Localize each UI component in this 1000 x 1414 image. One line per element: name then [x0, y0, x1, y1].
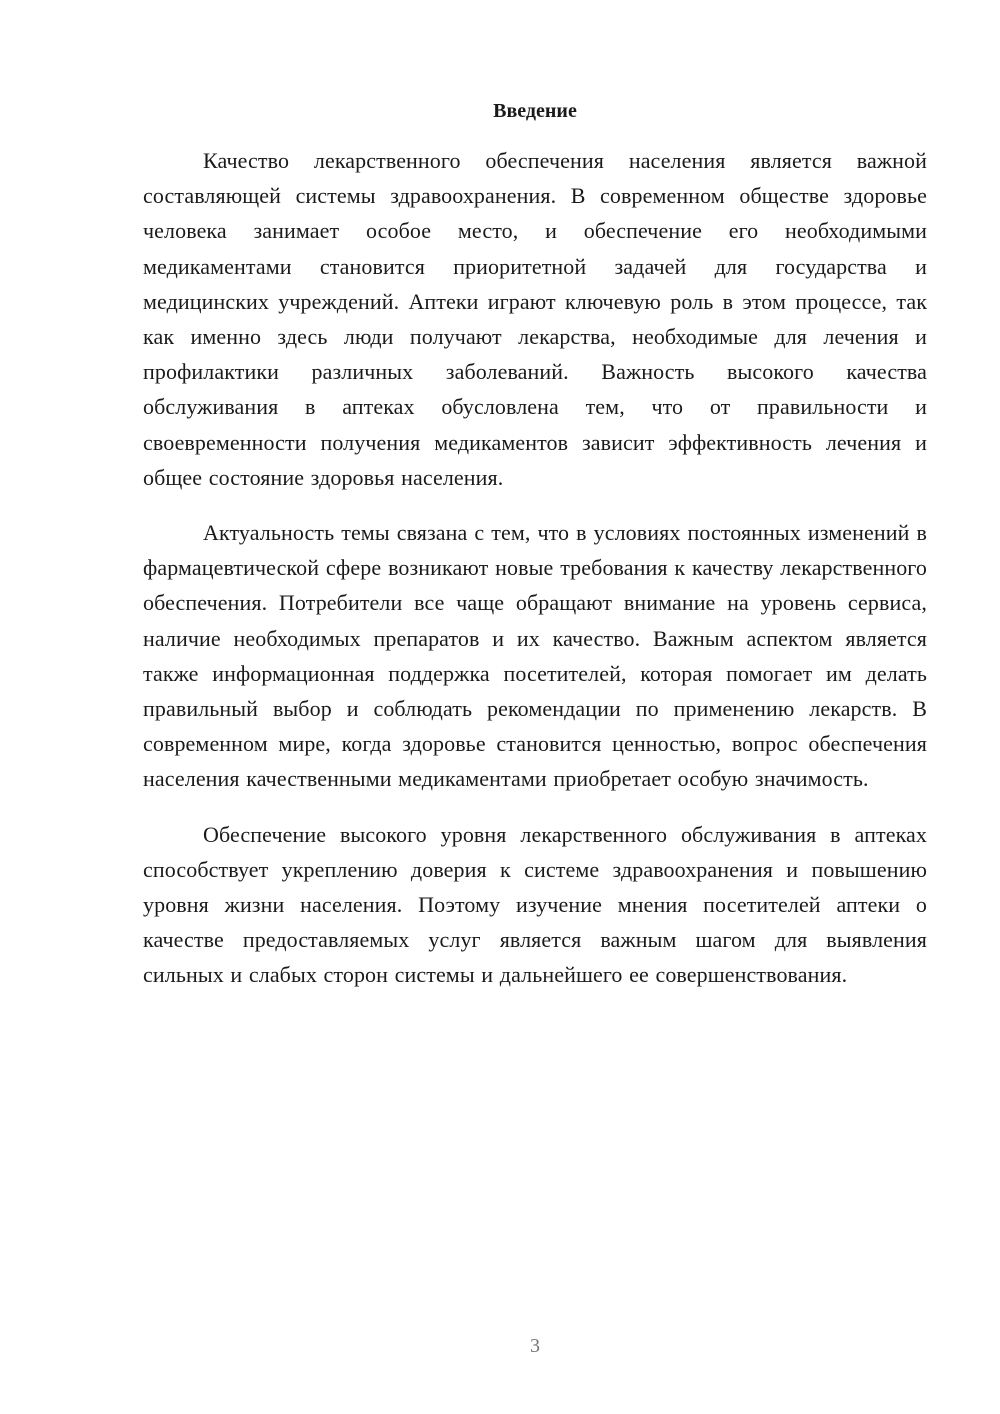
- paragraph-3: Обеспечение высокого уровня лекарственного обслуживания в аптеках способствует укреплению доверия к системе здравоохранения и повышению уровня жизни населения. Поэтому изучение мнения посетителей аптеки о качестве предоставляемых услуг является важным шагом для выявления сильных и слабых сторон системы и дальнейшего ее совершенствования.: [143, 821, 927, 988]
- body-text: [143, 143, 927, 993]
- section-heading: Введение: [493, 100, 577, 122]
- page-number: 3: [530, 1335, 540, 1357]
- paragraph-2: Актуальность темы связана с тем, что в условиях постоянных изменений в фармацевтической сфере возникают новые требования к качеству лекарственного обеспечения. Потребители все чаще обращают внимание на уровень сервиса, наличие необходимых препаратов и их качество. Важным аспектом является также информационная поддержка посетителей, которая помогает им делать правильный выбор и соблюдать рекомендации по применению лекарств. В современном мире, когда здоровье становится ценностью, вопрос обеспечения населения качественными медикаментами приобретает особую значимость.: [143, 520, 927, 792]
- paragraph-1: Качество лекарственного обеспечения населения является важной составляющей системы здравоохранения. В современном обществе здоровье человека занимает особое место, и обеспечение его необходимыми медикаментами становится приоритетной задачей для государства и медицинских учреждений. Аптеки играют ключевую роль в этом процессе, так как именно здесь люди получают лекарства, необходимые для лечения и профилактики различных заболеваний. Важность высокого качества обслуживания в аптеках обусловлена тем, что от правильности и своевременности получения медикаментов зависит эффективность лечения и общее состояние здоровья населения.: [143, 148, 927, 490]
